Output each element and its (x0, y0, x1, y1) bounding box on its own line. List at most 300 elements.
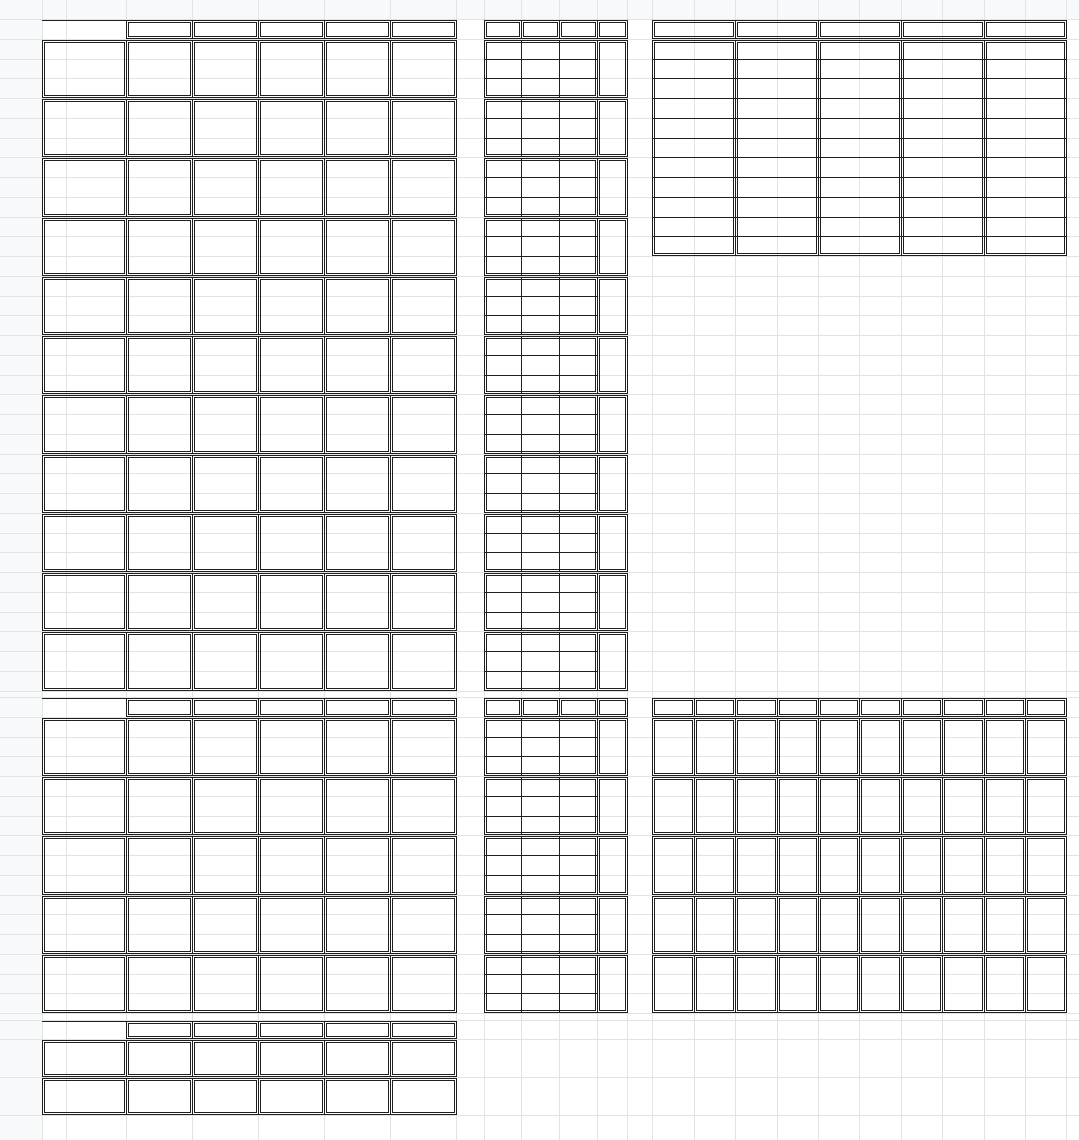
cell-border (599, 101, 625, 102)
pitching-hit-type-fb (456, 835, 482, 855)
column-header-e[interactable] (258, 0, 324, 19)
row-header-39[interactable] (0, 756, 42, 776)
cell-border (597, 395, 598, 452)
column-header-c[interactable] (126, 0, 192, 19)
row-header-43[interactable] (0, 835, 42, 855)
row-header-4[interactable] (0, 78, 42, 98)
cell-border (1027, 838, 1064, 839)
cell-border (44, 397, 45, 450)
row-header-7[interactable] (0, 138, 42, 158)
cell-border (326, 957, 388, 958)
cell-border (484, 455, 597, 456)
cell-border (258, 40, 259, 97)
cell-border (128, 773, 191, 774)
cell-border (899, 898, 900, 951)
cell-border (1027, 898, 1064, 899)
hit-type-fb (456, 335, 482, 355)
cell-border (820, 773, 858, 774)
column-header-p[interactable] (735, 0, 777, 19)
cell-border (42, 698, 126, 699)
cell-border (942, 718, 984, 719)
row-header-27[interactable] (0, 533, 42, 553)
cell-border (324, 775, 391, 776)
cell-border (779, 779, 816, 780)
stat-header-p (484, 19, 521, 39)
cell-border (192, 512, 259, 513)
column-header-q[interactable] (777, 0, 818, 19)
cell-border (390, 97, 457, 98)
cell-border (484, 894, 598, 895)
cell-border (861, 720, 899, 721)
cell-border (194, 892, 257, 893)
cell-border (388, 1042, 389, 1074)
column-header-j[interactable] (521, 0, 559, 19)
cell-border (625, 338, 626, 391)
cell-border (1025, 777, 1066, 778)
cell-border (779, 720, 780, 773)
cell-border (42, 775, 127, 776)
cell-border (390, 99, 456, 100)
cell-border (322, 779, 323, 832)
cell-border (940, 898, 941, 951)
pitching-hit-type-ld (456, 914, 482, 934)
cell-border (901, 955, 942, 956)
row-header-32[interactable] (0, 631, 42, 651)
cell-border (42, 630, 127, 631)
cell-border (595, 838, 596, 891)
cell-border (818, 217, 901, 218)
row-header-48[interactable] (0, 934, 42, 954)
cell-border (625, 720, 626, 773)
cell-border (901, 197, 984, 198)
hit-type-ld (456, 414, 482, 434)
cell-border (388, 1080, 389, 1112)
cell-border (324, 573, 325, 630)
cell-border (597, 777, 598, 834)
cell-border (260, 898, 322, 899)
cell-border (737, 42, 738, 253)
cell-border (820, 42, 899, 43)
footer-inning-3 (258, 1020, 324, 1040)
row-header-42[interactable] (0, 816, 42, 836)
cell-border (597, 955, 598, 1012)
cell-border (1064, 957, 1065, 1010)
cell-border (859, 896, 901, 897)
cell-border (861, 720, 862, 773)
column-header-u[interactable] (942, 0, 984, 19)
cell-border (779, 898, 780, 951)
cell-border (984, 896, 1025, 897)
column-header-a[interactable] (42, 0, 66, 19)
cell-border (326, 220, 388, 221)
cell-border (521, 514, 522, 571)
row-header-23[interactable] (0, 454, 42, 474)
cell-border (392, 397, 393, 450)
cell-border (258, 158, 324, 159)
cell-border (324, 955, 325, 1012)
cell-border (326, 338, 388, 339)
cell-border (903, 898, 940, 899)
row-header-34[interactable] (0, 671, 42, 691)
row-header-2[interactable] (0, 39, 42, 59)
row-header-31[interactable] (0, 612, 42, 632)
cell-border (903, 1010, 941, 1011)
cell-border (595, 779, 596, 832)
column-header-d[interactable] (192, 0, 258, 19)
cell-border (128, 160, 129, 213)
cell-border (1023, 838, 1024, 891)
cell-border (192, 571, 259, 572)
cell-border (128, 338, 129, 391)
cell-border (484, 375, 597, 376)
cell-border (324, 455, 390, 456)
cell-border (942, 894, 985, 895)
row-header-49[interactable] (0, 954, 42, 974)
cell-border (128, 397, 129, 450)
cell-border (326, 397, 388, 398)
cell-border (194, 773, 257, 774)
cell-border (595, 160, 596, 213)
row-header-21[interactable] (0, 414, 42, 434)
cell-border (779, 838, 780, 891)
row-header-13[interactable] (0, 256, 42, 276)
pitching-line-header-so (901, 697, 942, 717)
pitching-hit-type-ld (456, 974, 482, 994)
cell-border (128, 898, 190, 899)
cell-border (322, 1042, 323, 1074)
cell-border (392, 397, 454, 398)
cell-border (258, 718, 259, 775)
cell-border (392, 160, 393, 213)
cell-border (597, 218, 598, 275)
cell-border (390, 896, 456, 897)
cell-border (486, 838, 595, 839)
cell-border (486, 634, 487, 687)
hit-type-ld (456, 533, 482, 553)
row-header-12[interactable] (0, 236, 42, 256)
cell-border (597, 514, 598, 571)
cell-border (326, 451, 389, 452)
row-header-38[interactable] (0, 737, 42, 757)
cell-border (484, 218, 485, 275)
cell-border (454, 220, 455, 273)
cell-border (128, 892, 191, 893)
column-header-m[interactable] (627, 0, 652, 19)
cell-border (126, 896, 127, 953)
cell-border (861, 838, 899, 839)
row-header-15[interactable] (0, 296, 42, 316)
cell-border (816, 957, 817, 1010)
cell-border (486, 273, 596, 274)
cell-border (192, 834, 259, 835)
cell-border (260, 160, 322, 161)
cell-border (454, 279, 455, 332)
cell-border (1027, 898, 1028, 951)
row-header-26[interactable] (0, 513, 42, 533)
cell-border (42, 218, 126, 219)
cell-border (1064, 898, 1065, 951)
cell-border (599, 720, 600, 773)
cell-border (737, 951, 776, 952)
cell-border (486, 951, 596, 952)
cell-border (392, 338, 393, 391)
column-header-o[interactable] (694, 0, 735, 19)
column-header-l[interactable] (597, 0, 627, 19)
cell-border (260, 42, 261, 95)
cell-border (984, 836, 985, 893)
cell-border (390, 836, 456, 837)
cell-border (322, 160, 323, 213)
cell-border (692, 898, 693, 951)
row-header-17[interactable] (0, 335, 42, 355)
cell-border (256, 457, 257, 510)
cell-border (322, 1080, 323, 1112)
cell-border (44, 279, 45, 332)
cell-border (192, 1078, 193, 1114)
cell-border (944, 838, 982, 839)
cell-border (324, 395, 390, 396)
column-header-b[interactable] (66, 0, 126, 19)
cell-border (324, 99, 325, 156)
cell-border (599, 510, 626, 511)
row-header-47[interactable] (0, 914, 42, 934)
cell-border (44, 391, 125, 392)
cell-border (986, 1010, 1024, 1011)
cell-border (44, 457, 124, 458)
cell-border (484, 118, 597, 119)
cell-border (901, 775, 943, 776)
lineup-number-5 (52, 296, 92, 316)
cell-border (779, 951, 817, 952)
cell-border (388, 575, 389, 628)
cell-border (521, 218, 522, 275)
cell-border (390, 955, 456, 956)
cell-border (128, 720, 190, 721)
cell-border (44, 101, 45, 154)
cell-border (818, 775, 860, 776)
cell-border (861, 779, 899, 780)
cell-border (625, 397, 626, 450)
cell-border (484, 1012, 598, 1013)
cell-border (126, 97, 193, 98)
cell-border (484, 993, 597, 994)
cell-border (194, 214, 257, 215)
row-header-20[interactable] (0, 394, 42, 414)
cell-border (124, 101, 125, 154)
cell-border (901, 777, 902, 834)
row-header-5[interactable] (0, 98, 42, 118)
column-header-w[interactable] (1025, 0, 1066, 19)
row-header-29[interactable] (0, 572, 42, 592)
pitching-hit-type-gb (456, 816, 482, 836)
cell-border (126, 573, 192, 574)
row-header-10[interactable] (0, 197, 42, 217)
cell-border (44, 575, 45, 628)
row-header-53[interactable] (0, 1020, 42, 1040)
cell-border (126, 775, 193, 776)
cell-border (126, 955, 192, 956)
pitching-hit-type-fb (456, 776, 482, 796)
cell-border (1027, 1010, 1065, 1011)
cell-border (625, 101, 626, 154)
row-header-44[interactable] (0, 855, 42, 875)
cell-border (595, 397, 596, 450)
row-header-30[interactable] (0, 592, 42, 612)
cell-border (986, 838, 987, 891)
cell-border (986, 42, 1064, 43)
cell-border (392, 1074, 455, 1075)
column-header-r[interactable] (818, 0, 859, 19)
cell-border (986, 779, 987, 832)
cell-border (126, 573, 127, 630)
cell-border (44, 332, 125, 333)
row-header-22[interactable] (0, 434, 42, 454)
cell-border (654, 42, 655, 253)
cell-border (326, 957, 327, 1010)
cell-border (42, 896, 126, 897)
cell-border (392, 898, 393, 951)
row-header-45[interactable] (0, 875, 42, 895)
cell-border (456, 1040, 457, 1076)
row-header-11[interactable] (0, 217, 42, 237)
row-header-14[interactable] (0, 276, 42, 296)
row-header-33[interactable] (0, 651, 42, 671)
cell-border (599, 101, 600, 154)
cell-border (258, 896, 259, 953)
row-header-46[interactable] (0, 895, 42, 915)
row-header-41[interactable] (0, 796, 42, 816)
cell-border (392, 688, 455, 689)
column-header-i[interactable] (484, 0, 521, 19)
cell-border (390, 718, 391, 775)
cell-border (128, 569, 191, 570)
column-header-s[interactable] (859, 0, 901, 19)
cell-border (942, 777, 943, 834)
row-header-1[interactable] (0, 19, 42, 39)
cell-border (260, 510, 323, 511)
cell-border (484, 218, 597, 219)
cell-border (944, 720, 982, 721)
row-header-3[interactable] (0, 59, 42, 79)
cell-border (694, 896, 735, 897)
cell-border (521, 632, 522, 689)
row-header-8[interactable] (0, 157, 42, 177)
row-header-40[interactable] (0, 776, 42, 796)
row-header-16[interactable] (0, 315, 42, 335)
row-header-55[interactable] (0, 1077, 42, 1115)
row-header-28[interactable] (0, 552, 42, 572)
cell-border (627, 896, 628, 953)
cell-border (484, 336, 485, 393)
cell-border (258, 690, 325, 691)
row-header-36[interactable] (0, 697, 42, 717)
cell-border (126, 836, 127, 893)
row-header-6[interactable] (0, 118, 42, 138)
column-header-n[interactable] (652, 0, 694, 19)
cell-border (192, 216, 259, 217)
row-header-9[interactable] (0, 177, 42, 197)
cell-border (652, 138, 735, 139)
cell-border (599, 957, 600, 1010)
hit-type-ld (456, 651, 482, 671)
cell-border (777, 775, 819, 776)
column-header-g[interactable] (390, 0, 456, 19)
cell-border (124, 279, 125, 332)
cell-border (256, 220, 257, 273)
cell-border (194, 1074, 257, 1075)
cell-border (737, 898, 738, 951)
cell-border (652, 955, 694, 956)
cell-border (599, 1010, 626, 1011)
cell-border (390, 336, 391, 393)
cell-border (44, 569, 125, 570)
cell-border (779, 957, 816, 958)
row-header-54[interactable] (0, 1039, 42, 1077)
cell-border (126, 777, 192, 778)
cell-border (597, 718, 598, 775)
cell-border (484, 632, 597, 633)
pitching-line-header-r (735, 697, 777, 717)
cell-border (194, 569, 257, 570)
cell-border (256, 838, 257, 891)
cell-border (42, 953, 127, 954)
cell-border (818, 118, 901, 119)
row-header-18[interactable] (0, 355, 42, 375)
cell-border (486, 338, 595, 339)
cell-border (559, 158, 560, 215)
cell-border (625, 838, 626, 891)
cell-border (559, 218, 560, 275)
column-header-k[interactable] (559, 0, 597, 19)
cell-border (559, 896, 560, 953)
cell-border (326, 779, 327, 832)
cell-border (735, 896, 736, 953)
cell-border (486, 957, 487, 1010)
column-header-t[interactable] (901, 0, 942, 19)
row-header-19[interactable] (0, 375, 42, 395)
row-header-50[interactable] (0, 974, 42, 994)
column-header-f[interactable] (324, 0, 390, 19)
cell-border (595, 220, 596, 273)
row-header-24[interactable] (0, 473, 42, 493)
cell-border (390, 218, 456, 219)
cell-border (192, 277, 193, 334)
cell-border (859, 777, 860, 834)
cell-border (128, 101, 129, 154)
row-header-25[interactable] (0, 493, 42, 513)
cell-border (521, 955, 522, 1012)
cell-border (192, 453, 259, 454)
cell-border (859, 718, 860, 775)
cell-border (484, 78, 597, 79)
cell-border (735, 894, 778, 895)
cell-border (597, 834, 628, 835)
cell-border (324, 277, 325, 334)
row-header-51[interactable] (0, 993, 42, 1013)
cell-border (625, 575, 626, 628)
column-header-v[interactable] (984, 0, 1025, 19)
cell-border (861, 898, 862, 951)
cell-border (390, 40, 391, 97)
cell-border (258, 393, 325, 394)
cell-border (694, 836, 735, 837)
column-header-h[interactable] (456, 0, 484, 19)
cell-border (559, 455, 560, 512)
cell-border (392, 101, 454, 102)
cell-border (654, 773, 693, 774)
row-header-37[interactable] (0, 717, 42, 737)
cell-border (190, 338, 191, 391)
